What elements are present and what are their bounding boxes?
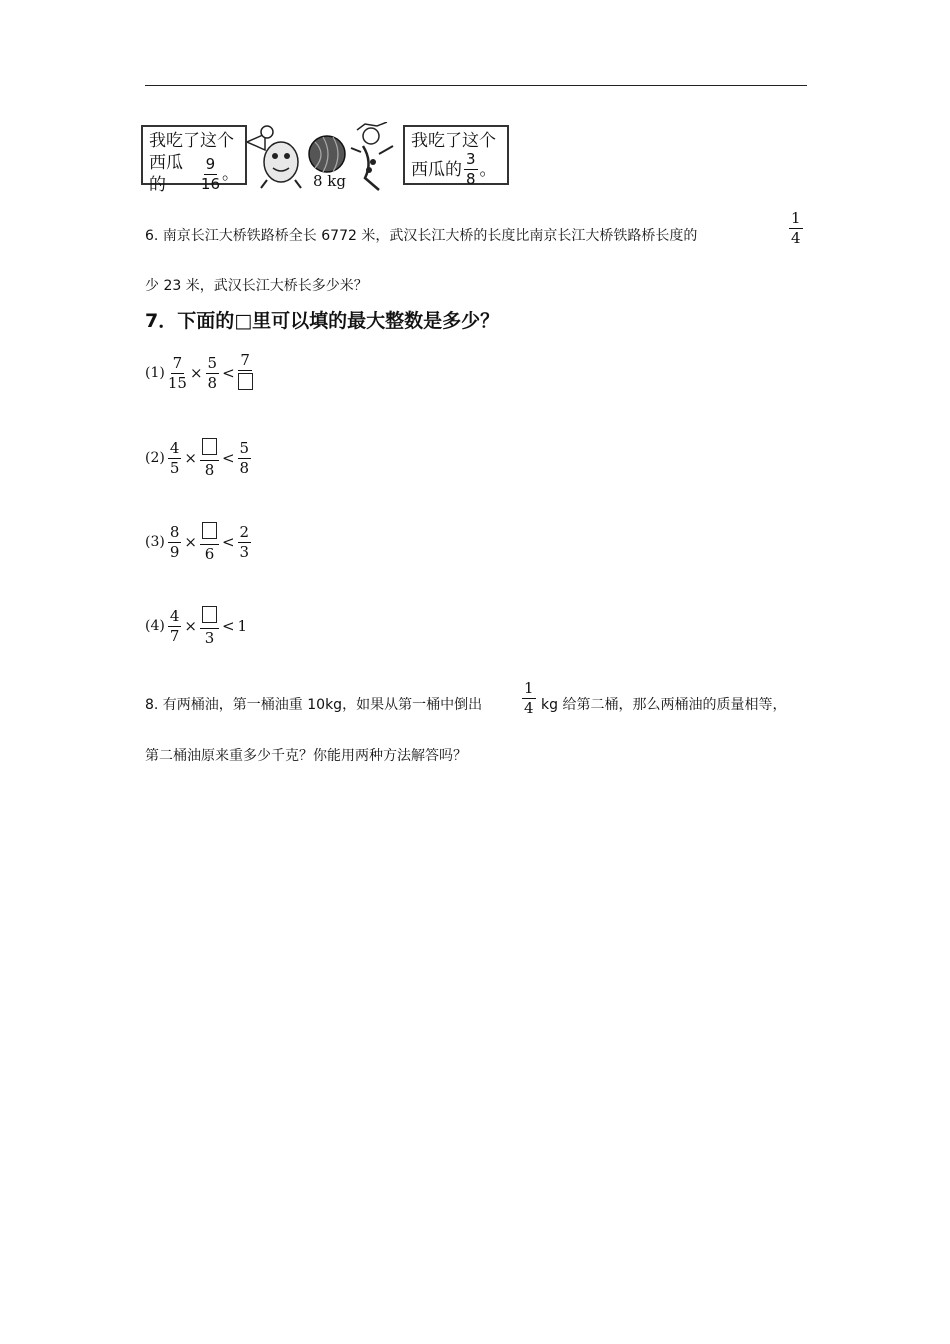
q6-fraction: [789, 211, 803, 246]
fraction-b: [200, 438, 219, 478]
fraction-denominator: 8: [239, 458, 250, 477]
right-bubble-line2: [411, 152, 501, 187]
fraction-b: [200, 606, 219, 646]
q6-line1: 6. 南京长江大桥铁路桥全长 6772 米，武汉长江大桥的长度比南京长江大桥铁路桥长度的: [145, 228, 698, 244]
fraction-denominator: 5: [169, 458, 180, 477]
less-than-sign: <: [221, 617, 235, 635]
fraction-denominator: 9: [169, 542, 180, 561]
item-label: (1): [145, 365, 165, 381]
fraction-denominator: 8: [207, 373, 218, 392]
fraction-numerator: 5: [207, 353, 218, 372]
fraction-denominator: 4: [524, 699, 534, 717]
fraction-numerator: 2: [239, 522, 250, 541]
right-bubble-fraction: [464, 152, 478, 187]
left-speech-bubble: [141, 125, 247, 195]
clown-character-icon: [351, 122, 393, 190]
fraction-numerator: 1: [524, 679, 534, 697]
fraction-numerator: 4: [169, 438, 180, 457]
fraction-numerator: [200, 438, 219, 461]
item-label: (3): [145, 534, 165, 550]
q8-line1-suffix: kg 给第二桶，那么两桶油的质量相等，: [541, 697, 787, 713]
left-bubble-prefix: 西瓜的: [149, 153, 183, 195]
fraction-numerator: 3: [466, 150, 476, 168]
fraction-numerator: [200, 522, 219, 545]
left-bubble-suffix: 。: [222, 164, 239, 184]
left-bubble-line1: 我吃了这个: [149, 131, 234, 151]
q7-item-1: [145, 353, 253, 393]
weight-label: 8 kg: [313, 172, 347, 190]
q7-title: 7．下面的□里可以填的最大整数是多少？: [145, 310, 500, 332]
fraction-denominator: 7: [169, 626, 180, 645]
fraction-a: [168, 606, 182, 645]
q7-item-2: [145, 438, 251, 478]
fraction-denominator: 6: [204, 545, 215, 563]
left-bubble-fraction: [200, 154, 220, 193]
item-label: (4): [145, 618, 165, 634]
fraction-c: [238, 353, 253, 393]
answer-box[interactable]: [202, 606, 217, 623]
fraction-numerator: 7: [240, 351, 250, 369]
header-rule: [145, 85, 807, 86]
fraction-denominator: 15: [167, 373, 187, 392]
watermelon-icon: [309, 136, 345, 172]
fraction-numerator: [200, 606, 219, 629]
fraction-numerator: 1: [791, 209, 801, 227]
times-sign: ×: [184, 449, 197, 467]
times-sign: ×: [189, 364, 203, 382]
right-bubble-prefix: 西瓜的: [411, 159, 462, 180]
q6-line2: 少 23 米，武汉长江大桥长多少米？: [145, 278, 368, 294]
fraction-c: [238, 438, 252, 477]
item-label: (2): [145, 450, 165, 466]
fraction-denominator: [238, 371, 253, 393]
left-bubble-line2: [149, 152, 239, 196]
q8-fraction: [522, 681, 536, 716]
answer-box[interactable]: [202, 438, 217, 455]
right-bubble-line1: 我吃了这个: [411, 131, 496, 151]
fraction-a: [167, 353, 187, 392]
answer-box[interactable]: [238, 373, 253, 390]
fraction-denominator: 8: [466, 170, 476, 188]
rhs-value: 1: [237, 617, 248, 635]
right-bubble-suffix: 。: [479, 159, 497, 180]
q8-line1-prefix: 8. 有两桶油，第一桶油重 10kg，如果从第一桶中倒出: [145, 697, 483, 713]
fraction-b: [206, 353, 220, 392]
fraction-numerator: 4: [169, 606, 180, 625]
q7-item-4: [145, 606, 247, 646]
bird-character-icon: [247, 126, 301, 188]
answer-box[interactable]: [202, 522, 217, 539]
fraction-denominator: 16: [200, 174, 220, 193]
less-than-sign: <: [221, 449, 235, 467]
fraction-a: [168, 438, 182, 477]
fraction-numerator: 8: [169, 522, 180, 541]
fraction-a: [168, 522, 182, 561]
fraction-denominator: 3: [204, 629, 215, 647]
times-sign: ×: [184, 617, 197, 635]
fraction-numerator: 9: [205, 154, 216, 173]
fraction-numerator: 7: [172, 353, 183, 372]
q8-line2: 第二桶油原来重多少千克？你能用两种方法解答吗？: [145, 748, 467, 764]
right-speech-bubble: [403, 125, 509, 188]
fraction-b: [200, 522, 219, 562]
times-sign: ×: [184, 533, 197, 551]
q7-item-3: [145, 522, 251, 562]
fraction-denominator: 4: [791, 229, 801, 247]
fraction-denominator: 3: [239, 542, 250, 561]
less-than-sign: <: [222, 364, 235, 382]
fraction-numerator: 5: [239, 438, 250, 457]
fraction-c: [238, 522, 252, 561]
fraction-denominator: 8: [204, 461, 215, 479]
less-than-sign: <: [221, 533, 235, 551]
